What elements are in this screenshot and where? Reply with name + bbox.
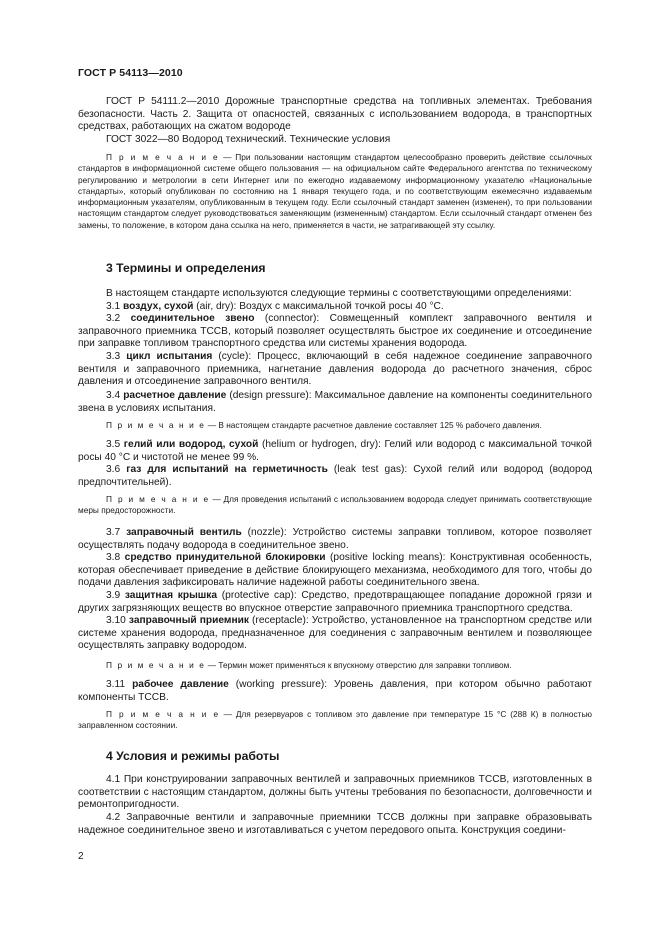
note-normative-refs: П р и м е ч а н и е — При пользовании настоящим стандартом целесообразно проверить действие ссылочных стандартов в информационной системе общего пользования — на официальном сайте Федерального агентства по техническому регулированию и метрологии в сети Интернет или по ежегодно издаваемому информационному указателю «Национальные стандарты», который опубликован по состоянию на 1 января текущего года, и по соответствующим ежемесячно издаваемым информационным указателям, опубликованным в текущем году. Если ссылочный стандарт заменен (изменен), то при пользовании настоящим стандартом следует руководствоваться заменяющим (измененным) стандартом. Если ссылочный стандарт отменен без замены, то положение, в котором дана ссылка на него, применяется в части, не затрагивающей эту ссылку. bbox=[78, 152, 592, 230]
note-3-11: П р и м е ч а н и е — Для резервуаров с топливом это давление при температуре 15 °С (288 К) в полностью заправленном состоянии. bbox=[78, 709, 592, 731]
note-3-4: П р и м е ч а н и е — В настоящем стандарте расчетное давление составляет 125 % рабочего давления. bbox=[106, 420, 542, 430]
ref-gost-3022: ГОСТ 3022—80 Водород технический. Технические условия bbox=[106, 134, 391, 145]
section-4-title: 4 Условия и режимы работы bbox=[106, 749, 280, 763]
term-3-7: 3.7 заправочный вентиль (nozzle): Устройство системы заправки топливом, которое позволяет осуществлять подачу водорода в соединительное звено. bbox=[78, 527, 592, 551]
term-3-8: 3.8 средство принудительной блокировки (positive locking means): Конструктивная особенность, которая обеспечивает приведение в действие блокирующего механизма, необходимого для того, чтобы до подачи давления зафиксировать наличие надежной работы соединительного звена. bbox=[78, 552, 592, 589]
clause-4-2: 4.2 Заправочные вентили и заправочные приемники ТССВ должны при заправке образовывать надежное соединительное звено и изготавливаться с учетом передового опыта. Конструкция соедини- bbox=[78, 812, 592, 836]
page-number: 2 bbox=[78, 851, 84, 862]
term-3-10: 3.10 заправочный приемник (receptacle): Устройство, установленное на транспортном средстве или системе хранения водорода, предназначенное для соединения с заправочным вентилем и позволяющее осуществлять заправку водородом. bbox=[78, 615, 592, 652]
note-3-10: П р и м е ч а н и е — Термин может применяться к впускному отверстию для заправки топливом. bbox=[106, 660, 512, 670]
term-3-5: 3.5 гелий или водород, сухой (helium or hydrogen, dry): Гелий или водород с максимальной точкой росы 40 °С и чистотой не менее 99 %. bbox=[78, 439, 592, 463]
clause-4-1: 4.1 При конструировании заправочных вентилей и заправочных приемников ТССВ, изготовленных в соответствии с настоящим стандартом, должны быть учтены требования по безопасности, долговечности и ремонтопригодности. bbox=[78, 774, 592, 811]
term-3-6: 3.6 газ для испытаний на герметичность (leak test gas): Сухой гелий или водород (водород предпочтительней). bbox=[78, 464, 592, 488]
term-3-11: 3.11 рабочее давление (working pressure): Уровень давления, при котором обычно работают компоненты ТССВ. bbox=[78, 679, 592, 703]
term-3-9: 3.9 защитная крышка (protective cap): Средство, предотвращающее попадание дорожной грязи и других загрязняющих веществ во впускное отверстие заправочного приемника транспортного средства. bbox=[78, 590, 592, 614]
document-header: ГОСТ Р 54113—2010 bbox=[78, 67, 183, 79]
section-3-intro: В настоящем стандарте используются следующие термины с соответствующими определениями: bbox=[106, 288, 572, 299]
ref-gost-54111-2: ГОСТ Р 54111.2—2010 Дорожные транспортные средства на топливных элементах. Требования безопасности. Часть 2. Защита от опасностей, связанных с использованием водорода, в транспортных средствах, работающих на сжатом водороде bbox=[78, 96, 592, 133]
term-3-3: 3.3 цикл испытания (cycle): Процесс, включающий в себя надежное соединение заправочного вентиля и заправочного приемника, нагнетание давления водорода до расчетного значения, сброс давления и отсоединение заправочного вентиля. bbox=[78, 351, 592, 388]
note-3-6: П р и м е ч а н и е — Для проведения испытаний с использованием водорода следует принимать соответствующие меры предосторожности. bbox=[78, 494, 592, 516]
term-3-2: 3.2 соединительное звено (connector): Совмещенный комплект заправочного вентиля и заправочного приемника ТССВ, который позволяет осуществлять быстрое их соединение и отсоединение при заправке топливом транспортного средства или системы хранения водорода. bbox=[78, 313, 592, 350]
section-3-title: 3 Термины и определения bbox=[106, 261, 266, 275]
term-3-4: 3.4 расчетное давление (design pressure): Максимальное давление на компоненты соединительного звена в условиях испытания. bbox=[78, 390, 592, 414]
term-3-1: 3.1 воздух, сухой (air, dry): Воздух с максимальной точкой росы 40 °С. bbox=[106, 301, 444, 312]
